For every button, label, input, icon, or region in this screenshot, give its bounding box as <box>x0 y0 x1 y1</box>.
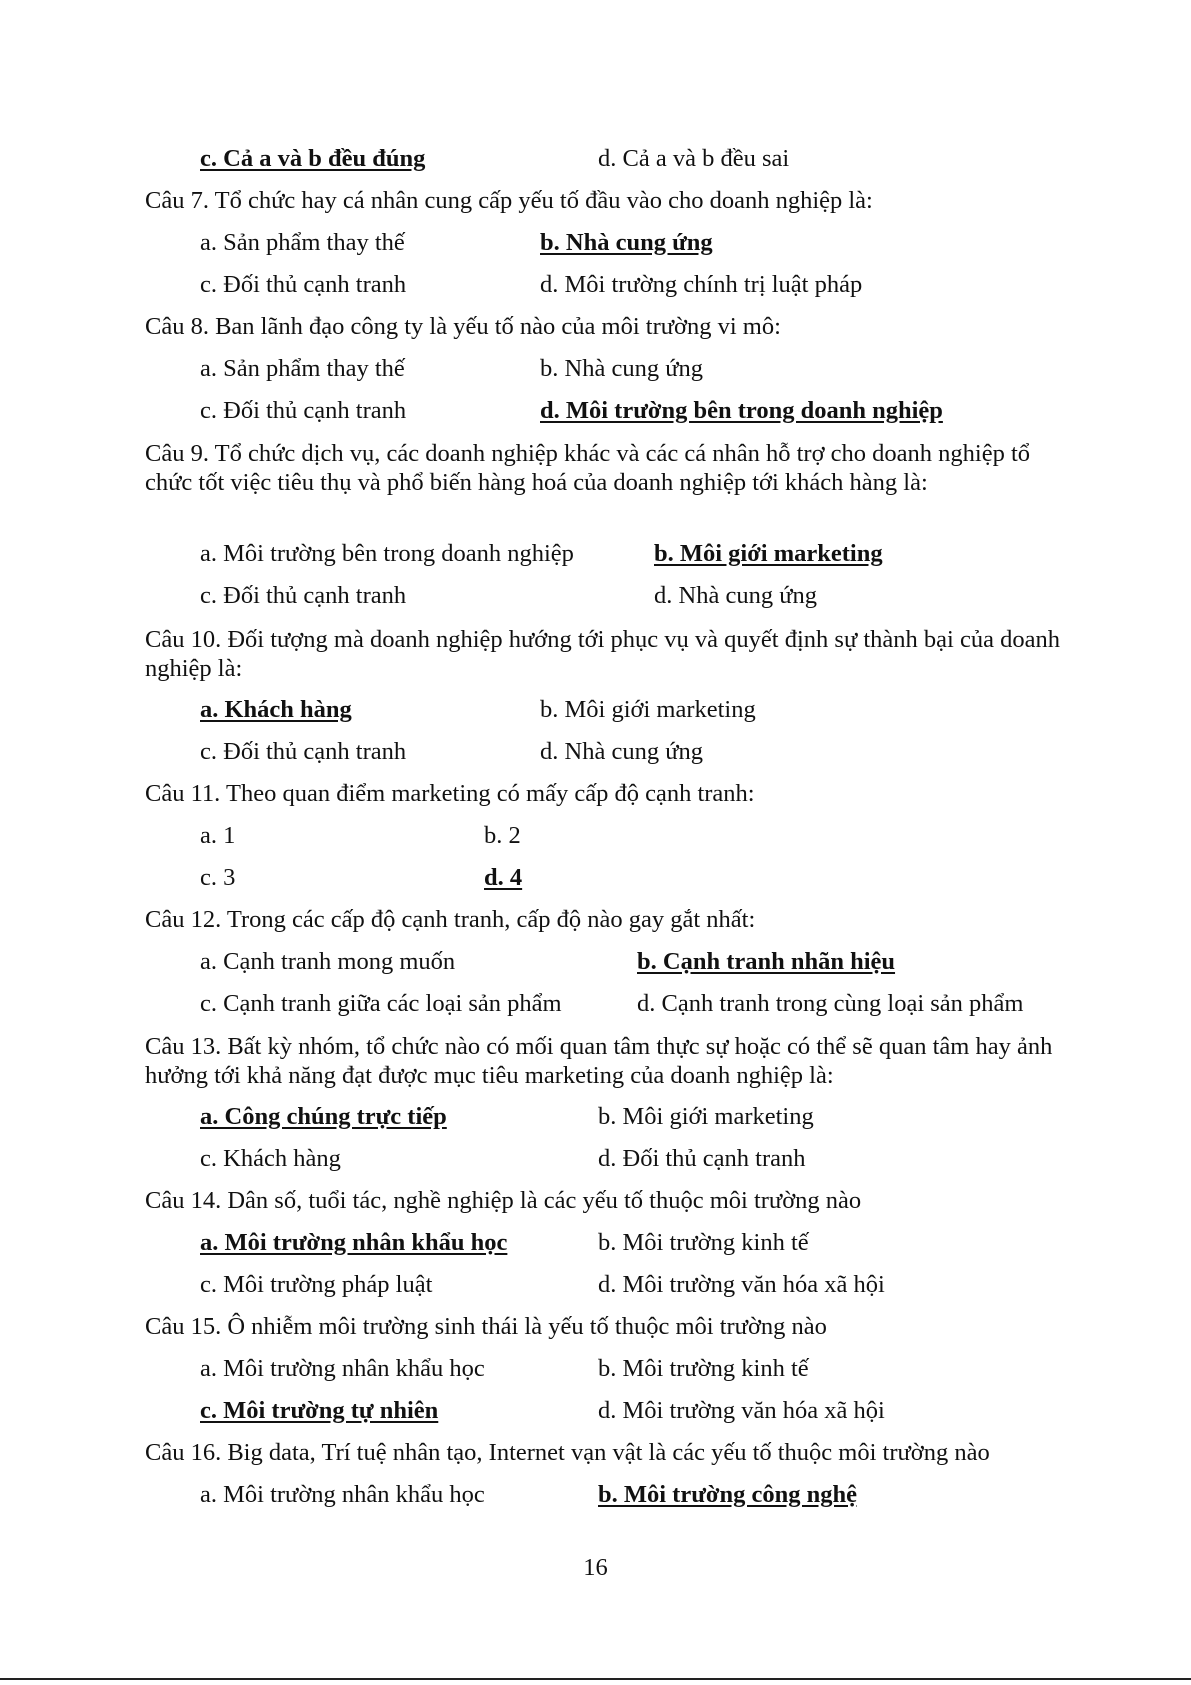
q11-option-d: d. 4 <box>484 864 523 891</box>
q14-option-d: d. Môi trường văn hóa xã hội <box>598 1271 885 1298</box>
q15-option-a: a. Môi trường nhân khẩu học <box>200 1355 485 1382</box>
question-14: Câu 14. Dân số, tuổi tác, nghề nghiệp là các yếu tố thuộc môi trường nào <box>145 1187 862 1214</box>
q15-option-b: b. Môi trường kinh tế <box>598 1355 809 1382</box>
carryover-option-c: c. Cả a và b đều đúng <box>200 145 426 172</box>
q8-option-b: b. Nhà cung ứng <box>540 355 703 382</box>
q15-option-c: c. Môi trường tự nhiên <box>200 1397 439 1424</box>
q13-option-b: b. Môi giới marketing <box>598 1103 814 1130</box>
question-11: Câu 11. Theo quan điểm marketing có mấy cấp độ cạnh tranh: <box>145 780 755 807</box>
q10-option-a: a. Khách hàng <box>200 696 352 723</box>
question-8: Câu 8. Ban lãnh đạo công ty là yếu tố nào của môi trường vi mô: <box>145 313 781 340</box>
q11-option-c: c. 3 <box>200 864 236 891</box>
carryover-option-d: d. Cả a và b đều sai <box>598 145 790 172</box>
q13-option-d: d. Đối thủ cạnh tranh <box>598 1145 806 1172</box>
q10-option-b: b. Môi giới marketing <box>540 696 756 723</box>
q10-option-d: d. Nhà cung ứng <box>540 738 703 765</box>
q9-option-b: b. Môi giới marketing <box>654 540 883 567</box>
q7-option-d: d. Môi trường chính trị luật pháp <box>540 271 863 298</box>
q13-option-a: a. Công chúng trực tiếp <box>200 1103 447 1130</box>
q14-option-b: b. Môi trường kinh tế <box>598 1229 809 1256</box>
q9-option-c: c. Đối thủ cạnh tranh <box>200 582 407 609</box>
question-12: Câu 12. Trong các cấp độ cạnh tranh, cấp độ nào gay gắt nhất: <box>145 906 756 933</box>
q9-option-d: d. Nhà cung ứng <box>654 582 817 609</box>
q8-option-a: a. Sản phẩm thay thế <box>200 355 405 382</box>
q16-option-a: a. Môi trường nhân khẩu học <box>200 1481 485 1508</box>
q8-option-d: d. Môi trường bên trong doanh nghiệp <box>540 397 943 424</box>
q7-option-b: b. Nhà cung ứng <box>540 229 713 256</box>
question-13: Câu 13. Bất kỳ nhóm, tổ chức nào có mối quan tâm thực sự hoặc có thể sẽ quan tâm hay ảnh hưởng tới khả năng đạt được mục tiêu marketing của doanh nghiệp là: <box>145 1033 1053 1089</box>
q14-option-c: c. Môi trường pháp luật <box>200 1271 433 1298</box>
q14-option-a: a. Môi trường nhân khẩu học <box>200 1229 508 1256</box>
q12-option-c: c. Cạnh tranh giữa các loại sản phẩm <box>200 990 562 1017</box>
q15-option-d: d. Môi trường văn hóa xã hội <box>598 1397 885 1424</box>
page-number: 16 <box>583 1554 608 1581</box>
page-bottom-edge <box>0 1678 1191 1680</box>
q16-option-b: b. Môi trường công nghệ <box>598 1481 857 1508</box>
question-15: Câu 15. Ô nhiễm môi trường sinh thái là yếu tố thuộc môi trường nào <box>145 1313 827 1340</box>
question-16: Câu 16. Big data, Trí tuệ nhân tạo, Internet vạn vật là các yếu tố thuộc môi trường nào <box>145 1439 990 1466</box>
q12-option-b: b. Cạnh tranh nhãn hiệu <box>637 948 896 975</box>
q9-option-a: a. Môi trường bên trong doanh nghiệp <box>200 540 574 567</box>
question-9: Câu 9. Tổ chức dịch vụ, các doanh nghiệp khác và các cá nhân hỗ trợ cho doanh nghiệp tổ chức tốt việc tiêu thụ và phổ biến hàng hoá của doanh nghiệp tới khách hàng là: <box>145 440 1031 496</box>
q12-option-a: a. Cạnh tranh mong muốn <box>200 948 456 975</box>
q7-option-c: c. Đối thủ cạnh tranh <box>200 271 407 298</box>
q11-option-a: a. 1 <box>200 822 236 849</box>
q10-option-c: c. Đối thủ cạnh tranh <box>200 738 407 765</box>
question-10: Câu 10. Đối tượng mà doanh nghiệp hướng tới phục vụ và quyết định sự thành bại của doanh nghiệp là: <box>145 626 1060 682</box>
question-7: Câu 7. Tổ chức hay cá nhân cung cấp yếu tố đầu vào cho doanh nghiệp là: <box>145 187 873 214</box>
q8-option-c: c. Đối thủ cạnh tranh <box>200 397 407 424</box>
q11-option-b: b. 2 <box>484 822 521 849</box>
q7-option-a: a. Sản phẩm thay thế <box>200 229 405 256</box>
q13-option-c: c. Khách hàng <box>200 1145 341 1172</box>
q12-option-d: d. Cạnh tranh trong cùng loại sản phẩm <box>637 990 1024 1017</box>
